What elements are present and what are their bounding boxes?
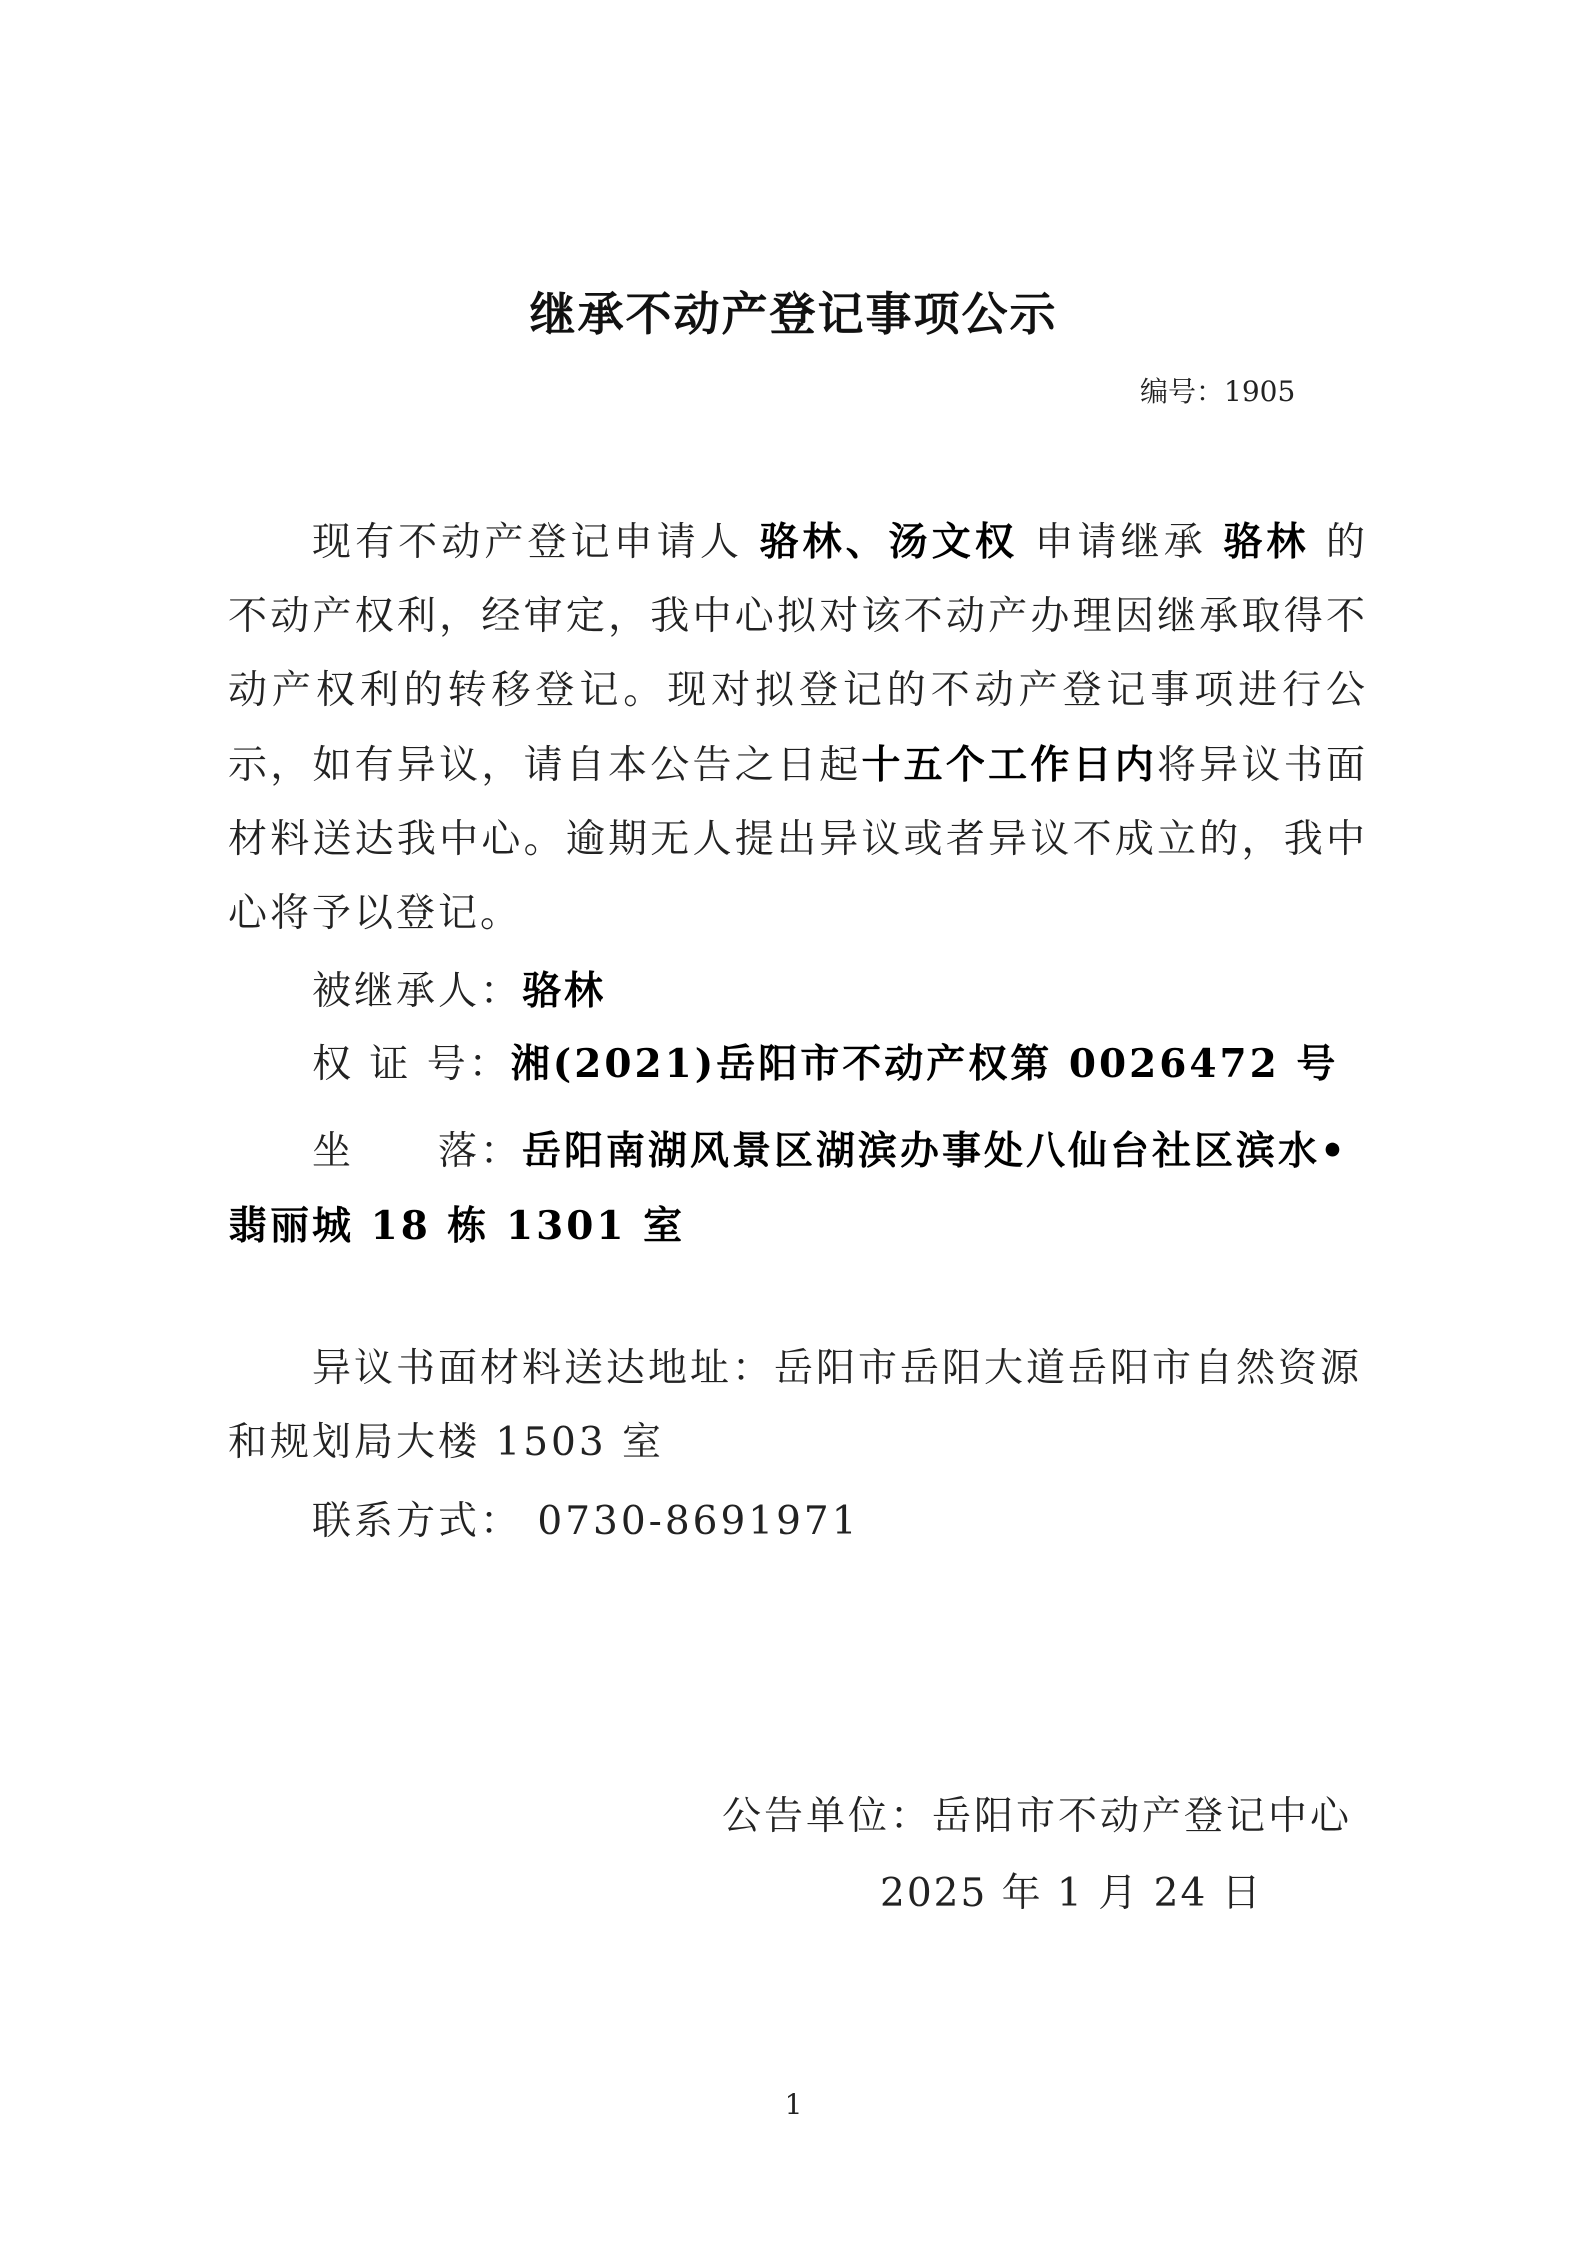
paragraph-text-b: 申请继承 (1017, 520, 1224, 565)
location-row (228, 1114, 1368, 1264)
heir-row (228, 960, 1452, 1016)
objection-address: 异议书面材料送达地址：岳阳市岳阳大道岳阳市自然资源和规划局大楼 1503 室 (228, 1346, 1363, 1465)
issue-date: 2025 年 1 月 24 日 (880, 1871, 1263, 1916)
certificate-value: 湘(2021)岳阳市不动产权第 0026472 号 (510, 1041, 1339, 1087)
page-title: 继承不动产登记事项公示 (529, 287, 1058, 341)
heir-value: 骆林 (522, 968, 607, 1014)
paragraph-text-c: 的不动产权利，经审定，我中心拟对该不动产办理因继承取得不动产权利的转移登记。现对拟登记的不动产登记事项进行公示，如有异议，请自本公告之日起 (228, 520, 1368, 788)
paragraph-text-d: 将异议书面材料送达我中心。逾期无人提出异议或者异议不成立的，我中心将予以登记。 (228, 743, 1368, 936)
page-number: 1 (784, 2088, 803, 2121)
certificate-row (228, 1033, 1452, 1089)
issuing-unit: 公告单位：岳阳市不动产登记中心 (722, 1794, 1353, 1839)
location-value: 岳阳南湖风景区湖滨办事处八仙台社区滨水•翡丽城 18 栋 1301 室 (228, 1128, 1348, 1249)
paragraph-text-a: 现有不动产登记申请人 (312, 520, 760, 565)
contact-info: 联系方式： 0730-8691971 (312, 1499, 860, 1544)
certificate-label: 权 证 号： (312, 1042, 511, 1087)
document-number: 编号：1905 (1140, 375, 1296, 408)
applicants-names: 骆林、汤文权 (759, 519, 1018, 565)
location-label: 坐 落： (312, 1129, 523, 1174)
heir-label: 被继承人： (312, 969, 523, 1014)
announcement-paragraph (228, 505, 1368, 951)
objection-deadline: 十五个工作日内 (861, 742, 1158, 788)
decedent-name: 骆林 (1223, 519, 1310, 565)
